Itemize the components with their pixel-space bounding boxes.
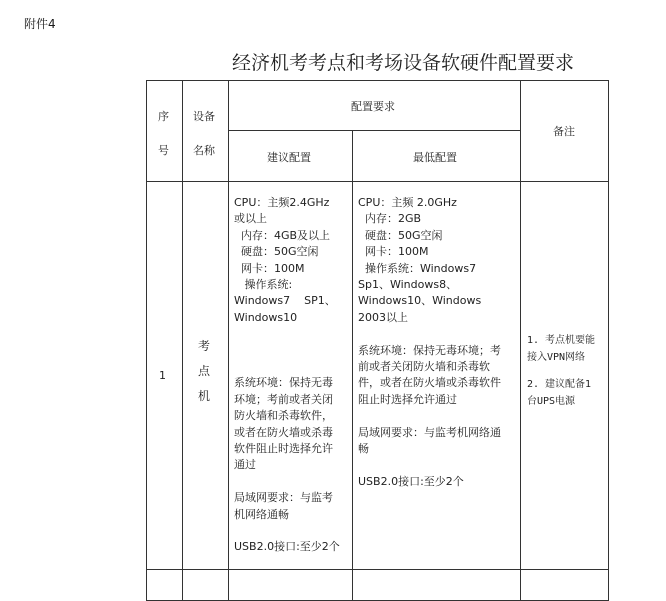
text-line: 软件阻止时选择允许 (234, 442, 333, 456)
text-line: 内存：2GB (358, 212, 422, 226)
text-line: 内存：4GB及以上 (234, 228, 331, 242)
text-line: 接入VPN网络 (527, 352, 586, 363)
text-line (358, 326, 501, 342)
text-line: 硬盘：50G空闲 (234, 245, 319, 259)
header-remarks: 备注 (553, 125, 575, 138)
header-seq-cell (147, 81, 183, 182)
row2-recommended-cell (229, 570, 353, 601)
document-title: 经济机考考点和考场设备软硬件配置要求 (232, 52, 575, 74)
config-table (146, 80, 609, 601)
row1-recommended-text (234, 195, 340, 556)
header-recommended: 建议配置 (267, 151, 311, 164)
text-line (234, 326, 340, 342)
text-line (234, 343, 340, 359)
row1-minimum-cell (353, 182, 521, 570)
header-seq-top: 序 (158, 110, 169, 123)
text-line (358, 408, 501, 424)
text-line: 阻止时选择允许通过 (358, 392, 457, 406)
row1-device-char: 机 (197, 389, 210, 403)
header-device-top: 设备 (193, 110, 215, 123)
row2-minimum-cell (353, 570, 521, 601)
text-line: USB2.0接口:至少2个 (358, 474, 464, 488)
text-line: 防火墙和杀毒软件， (234, 409, 333, 423)
text-line: 1. 考点机要能 (527, 335, 596, 346)
text-line: 机网络通畅 (234, 507, 289, 521)
header-minimum-cell (353, 131, 521, 182)
attachment-label: 附件4 (24, 17, 56, 31)
header-minimum: 最低配置 (413, 151, 457, 164)
text-line: Windows10、Windows (358, 294, 482, 308)
text-line: Windows10 (234, 310, 298, 324)
text-line: 或者在防火墙或杀毒 (234, 425, 333, 439)
text-line: USB2.0接口:至少2个 (234, 540, 340, 554)
header-config: 配置要求 (351, 100, 395, 113)
text-line: 硬盘：50G空闲 (358, 228, 443, 242)
text-line: CPU：主频 2.0GHz (358, 196, 457, 209)
row1-device-name (197, 334, 211, 409)
row1-device-cell (183, 182, 229, 570)
text-line: 通过 (234, 458, 256, 472)
text-line: 环境；考前或者关闭 (234, 392, 333, 406)
text-line: 2. 建议配备1 (527, 379, 592, 390)
text-line: 畅 (358, 442, 369, 456)
text-line: 前或者关闭防火墙和杀毒软 (358, 360, 490, 374)
row1-device-char: 点 (197, 364, 210, 378)
text-line (234, 523, 340, 539)
text-line: CPU：主频2.4GHz (234, 196, 330, 209)
row1-device-char: 考 (197, 339, 210, 353)
header-remarks-cell (521, 81, 609, 182)
text-line (358, 457, 501, 473)
row2-seq-cell (147, 570, 183, 601)
header-device-cell (183, 81, 229, 182)
text-line: 网卡：100M (358, 245, 429, 259)
row1-recommended-cell (229, 182, 353, 570)
row2-remarks-cell (521, 570, 609, 601)
text-line: 操作系统：Windows7 (358, 261, 477, 275)
text-line (527, 366, 595, 376)
text-line: Sp1、Windows8、 (358, 278, 458, 292)
text-line: 操作系统: (234, 278, 293, 292)
header-config-cell (229, 81, 521, 131)
text-line: 系统环境：保持无毒 (234, 376, 333, 390)
row1-remarks-cell (521, 182, 609, 570)
text-line: 件，或者在防火墙或杀毒软件 (358, 376, 501, 390)
row1-seq-cell (147, 182, 183, 570)
text-line: 局域网要求：与监考 (234, 491, 333, 505)
row1-seq: 1 (159, 369, 166, 382)
text-line (234, 474, 340, 490)
text-line: 2003以上 (358, 310, 408, 324)
text-line: Windows7 SP1、 (234, 294, 336, 308)
header-recommended-cell (229, 131, 353, 182)
header-seq-bottom: 号 (158, 144, 169, 157)
row1-minimum-text (358, 195, 501, 490)
text-line: 或以上 (234, 212, 267, 226)
text-line: 网卡：100M (234, 261, 305, 275)
text-line: 系统环境：保持无毒环境；考 (358, 343, 501, 357)
row2-device-cell (183, 570, 229, 601)
header-device-bottom: 名称 (193, 144, 215, 157)
text-line: 台UPS电源 (527, 396, 576, 407)
text-line (234, 359, 340, 375)
text-line: 局域网要求：与监考机网络通 (358, 425, 501, 439)
row1-remarks-text (527, 332, 595, 410)
